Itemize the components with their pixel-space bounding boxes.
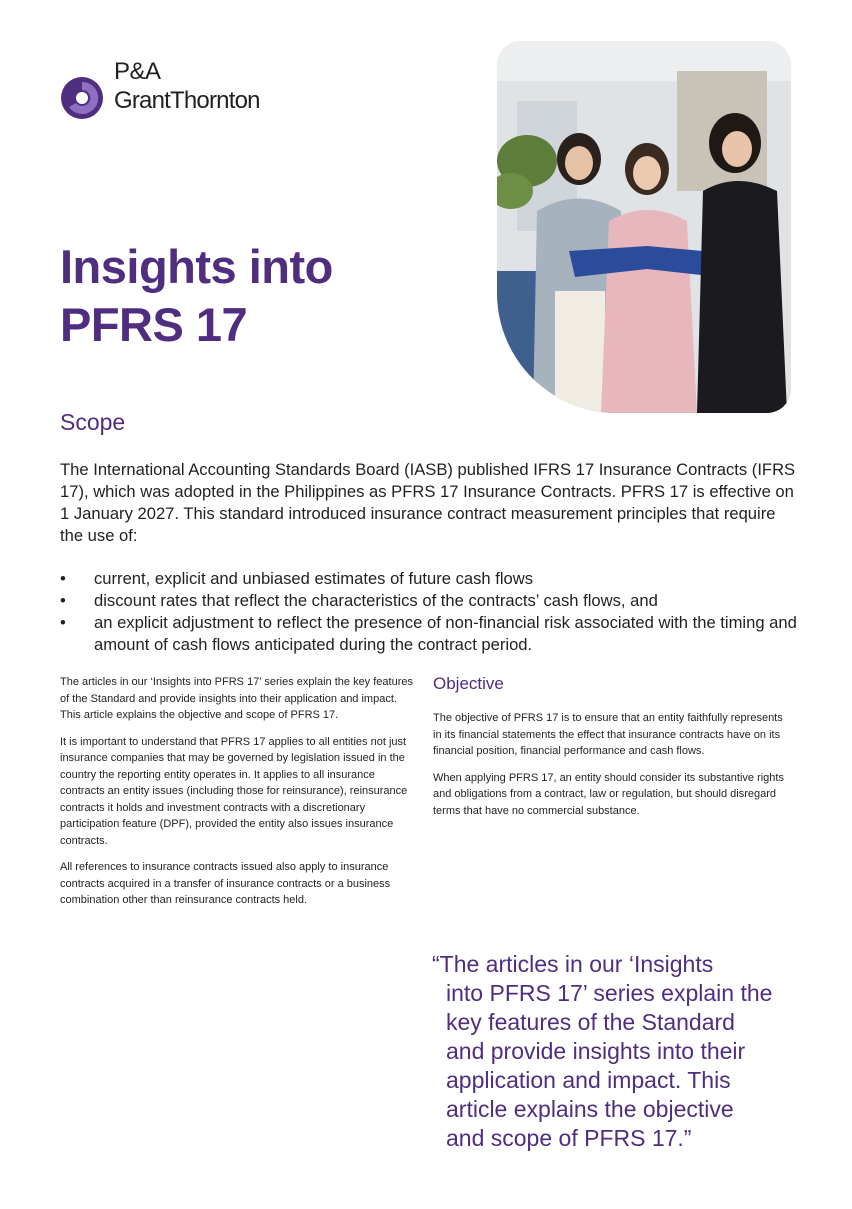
- hero-photo: [497, 41, 791, 413]
- bullet-icon: •: [60, 569, 66, 588]
- bullet-text: discount rates that reflect the characteristics of the contracts’ cash flows, and: [94, 591, 658, 610]
- objective-heading: Objective: [433, 674, 504, 693]
- body-paragraph: The objective of PFRS 17 is to ensure that an entity faithfully represents in its financial statements the effect that insurance contracts have on its financial position, financial performance and cash flows.: [433, 712, 783, 757]
- list-item: [60, 612, 800, 656]
- quote-line: “The articles in our ‘Insights: [432, 951, 714, 977]
- objective-body-column: [433, 710, 793, 829]
- bullet-icon: •: [60, 591, 66, 610]
- body-paragraph: When applying PFRS 17, an entity should consider its substantive rights and obligations from a contract, law or regulation, but should disregard terms that have no commercial substance.: [433, 771, 784, 817]
- quote-line: and scope of PFRS 17.”: [446, 1125, 692, 1151]
- quote-line: article explains the objective: [446, 1096, 734, 1122]
- grant-thornton-logo-mark-icon: [60, 76, 104, 120]
- body-paragraph: The articles in our ‘Insights into PFRS 17’ series explain the key features of the Standard and provide insights into their application and impact. This article explains the objective and scope of PFRS 17.: [60, 676, 413, 721]
- logo-text-top: P&A: [114, 58, 161, 85]
- body-paragraph: It is important to understand that PFRS 17 applies to all entities not just insurance companies that may be governed by legislation issued in the country the reporting entity operates in. It applies to all insurance contracts an entity issues (including those for reinsurance), reinsurance contracts it holds and investment contracts with a discretionary participation feature (DPF), provided the entity also issues insurance contracts.: [60, 735, 408, 847]
- scope-heading: Scope: [60, 409, 126, 435]
- quote-line: key features of the Standard: [446, 1009, 735, 1035]
- logo-text-bottom: GrantThornton: [114, 87, 260, 114]
- list-item: [60, 590, 800, 612]
- title-line: Insights into: [60, 240, 333, 293]
- bullet-text: an explicit adjustment to reflect the presence of non-financial risk associated with the timing and amount of cash flows anticipated during the contract period.: [94, 613, 797, 654]
- bullet-icon: •: [60, 613, 66, 632]
- title-line: PFRS 17: [60, 298, 248, 351]
- office-people-photo-icon: [497, 41, 791, 413]
- list-item: [60, 568, 800, 590]
- company-logo: [60, 58, 310, 128]
- quote-line: application and impact. This: [446, 1067, 731, 1093]
- scope-body-column: [60, 674, 420, 919]
- body-paragraph: All references to insurance contracts issued also apply to insurance contracts acquired in a transfer of insurance contracts or a business combination other than reinsurance contracts held.: [60, 861, 391, 906]
- quote-line: into PFRS 17’ series explain the: [446, 980, 773, 1006]
- pull-quote: [432, 950, 812, 1153]
- scope-intro: The International Accounting Standards Board (IASB) published IFRS 17 Insurance Contracts (IFRS 17), which was adopted in the Philippines as PFRS 17 Insurance Contracts. PFRS 17 is effective on 1 January 2027. This standard introduced insurance contract measurement principles that require the use of:: [60, 460, 796, 545]
- bullet-text: current, explicit and unbiased estimates of future cash flows: [94, 569, 534, 588]
- page-title: [60, 238, 333, 354]
- scope-bullet-list: [60, 568, 800, 656]
- quote-line: and provide insights into their: [446, 1038, 746, 1064]
